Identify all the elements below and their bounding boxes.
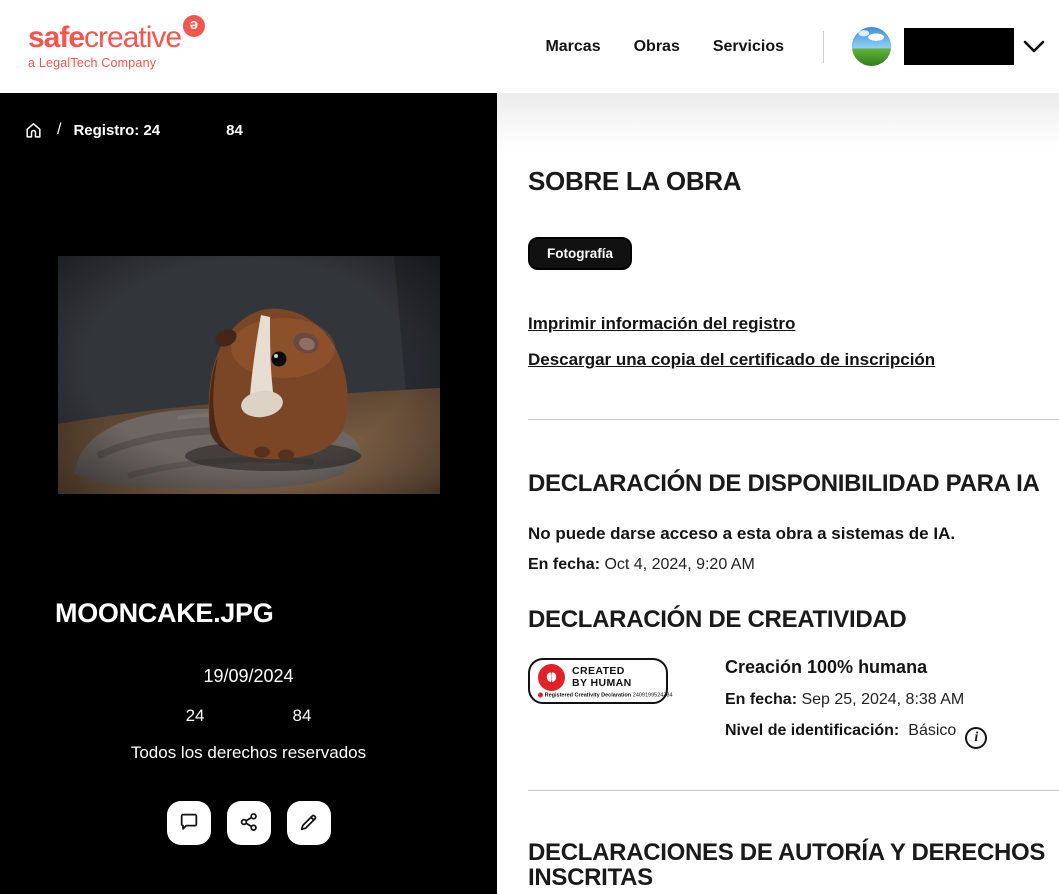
- breadcrumb-registro: Registro: 24 84: [73, 121, 243, 139]
- home-icon[interactable]: [24, 121, 43, 140]
- nav-item-marcas[interactable]: Marcas: [545, 37, 601, 55]
- nav-divider: [823, 31, 824, 63]
- work-registration-number: 24 84: [185, 706, 312, 725]
- site-header: [0, 0, 1059, 93]
- share-icon: [238, 811, 260, 836]
- logo-tagline: a LegalTech Company: [28, 56, 157, 70]
- badge-subtitle: Registered Creativity Declaration 2409199524384: [538, 692, 673, 698]
- edit-button[interactable]: [287, 801, 331, 845]
- user-name-redacted: [904, 28, 1014, 65]
- section-heading-autoria-derechos: DECLARACIONES DE AUTORÍA Y DERECHOS INSCRITAS: [528, 838, 1046, 892]
- share-button[interactable]: [227, 801, 271, 845]
- breadcrumb-separator: /: [57, 121, 62, 138]
- pencil-icon: [298, 811, 320, 836]
- user-avatar[interactable]: [852, 27, 891, 66]
- section-divider: [528, 790, 1059, 791]
- logo-text-creative: creative: [84, 21, 182, 54]
- safecreative-mini-icon: [538, 693, 543, 698]
- nav-item-obras[interactable]: Obras: [633, 37, 680, 55]
- ai-availability-date: En fecha: Oct 4, 2024, 9:20 AM: [528, 556, 755, 574]
- brain-icon: [538, 664, 565, 691]
- creativity-title: Creación 100% humana: [725, 657, 928, 678]
- work-meta: [0, 666, 497, 763]
- registry-links: [528, 314, 1059, 370]
- section-heading-creatividad: DECLARACIÓN DE CREATIVIDAD: [528, 606, 907, 634]
- comment-button[interactable]: [167, 801, 211, 845]
- created-by-human-badge: [528, 658, 673, 704]
- comment-icon: [178, 811, 200, 836]
- main-nav: [545, 27, 1047, 66]
- creativity-info: [725, 658, 987, 749]
- creativity-declaration-row: [528, 658, 1059, 749]
- work-actions: [0, 801, 497, 845]
- creativity-date: En fecha: Sep 25, 2024, 8:38 AM: [725, 690, 965, 708]
- work-title: MOONCAKE.JPG: [55, 598, 274, 628]
- safecreative-logo[interactable]: [28, 17, 205, 70]
- badge-title: CREATED BY HUMAN: [572, 665, 632, 689]
- chevron-down-icon[interactable]: [1023, 40, 1045, 53]
- logo-text-safe: safe: [28, 21, 85, 54]
- ai-availability-statement: No puede darse acceso a esta obra a sistemas de IA.: [528, 524, 956, 544]
- category-fotografia-button[interactable]: Fotografía: [528, 237, 632, 270]
- breadcrumb: [24, 120, 497, 140]
- download-certificate-link[interactable]: Descargar una copia del certificado de inscripción: [528, 349, 936, 369]
- section-heading-sobre-la-obra: SOBRE LA OBRA: [528, 166, 742, 196]
- section-heading-disponibilidad-ia: DECLARACIÓN DE DISPONIBILIDAD PARA IA: [528, 469, 1040, 497]
- print-registry-info-link[interactable]: Imprimir información del registro: [528, 313, 796, 333]
- identification-level: Nivel de identificación: Básico i: [725, 722, 987, 749]
- info-icon[interactable]: i: [965, 727, 987, 749]
- safecreative-logo-mark-icon: e: [183, 15, 205, 37]
- work-image[interactable]: [58, 256, 440, 494]
- work-panel: [0, 93, 497, 894]
- work-rights-statement: Todos los derechos reservados: [130, 743, 367, 762]
- section-divider: [528, 419, 1059, 420]
- work-date: 19/09/2024: [203, 666, 294, 686]
- details-panel: [497, 93, 1059, 894]
- content-area: [0, 93, 1059, 894]
- nav-item-servicios[interactable]: Servicios: [712, 37, 784, 55]
